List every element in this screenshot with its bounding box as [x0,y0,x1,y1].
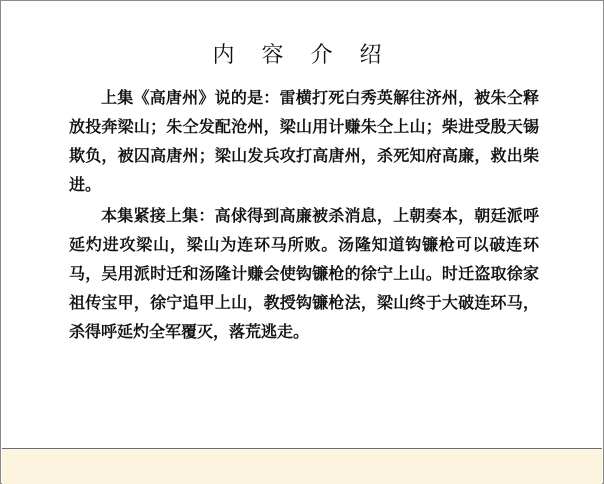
content-body [69,83,539,346]
footer-band [2,448,602,484]
page-title: 内 容 介 绍 [212,43,392,68]
paragraph-previous-episode: 上集《高唐州》说的是：雷横打死白秀英解往济州，被朱仝释放投奔梁山；朱仝发配沧州，梁山用计赚朱仝上山；柴进受殷天锡欺负，被囚高唐州；梁山发兵攻打高唐州，杀死知府高廉，救出柴进。 [69,88,539,194]
paragraph-current-episode: 本集紧接上集：高俅得到高廉被杀消息，上朝奏本，朝廷派呼延灼进攻梁山，梁山为连环马所败。汤隆知道钩镰枪可以破连环马，吴用派时迁和汤隆计赚会使钩镰枪的徐宁上山。时迁盗取徐家祖传宝甲，徐宁追甲上山，教授钩镰枪法，梁山终于大破连环马，杀得呼延灼全军覆灭，落荒逃走。 [69,206,539,341]
